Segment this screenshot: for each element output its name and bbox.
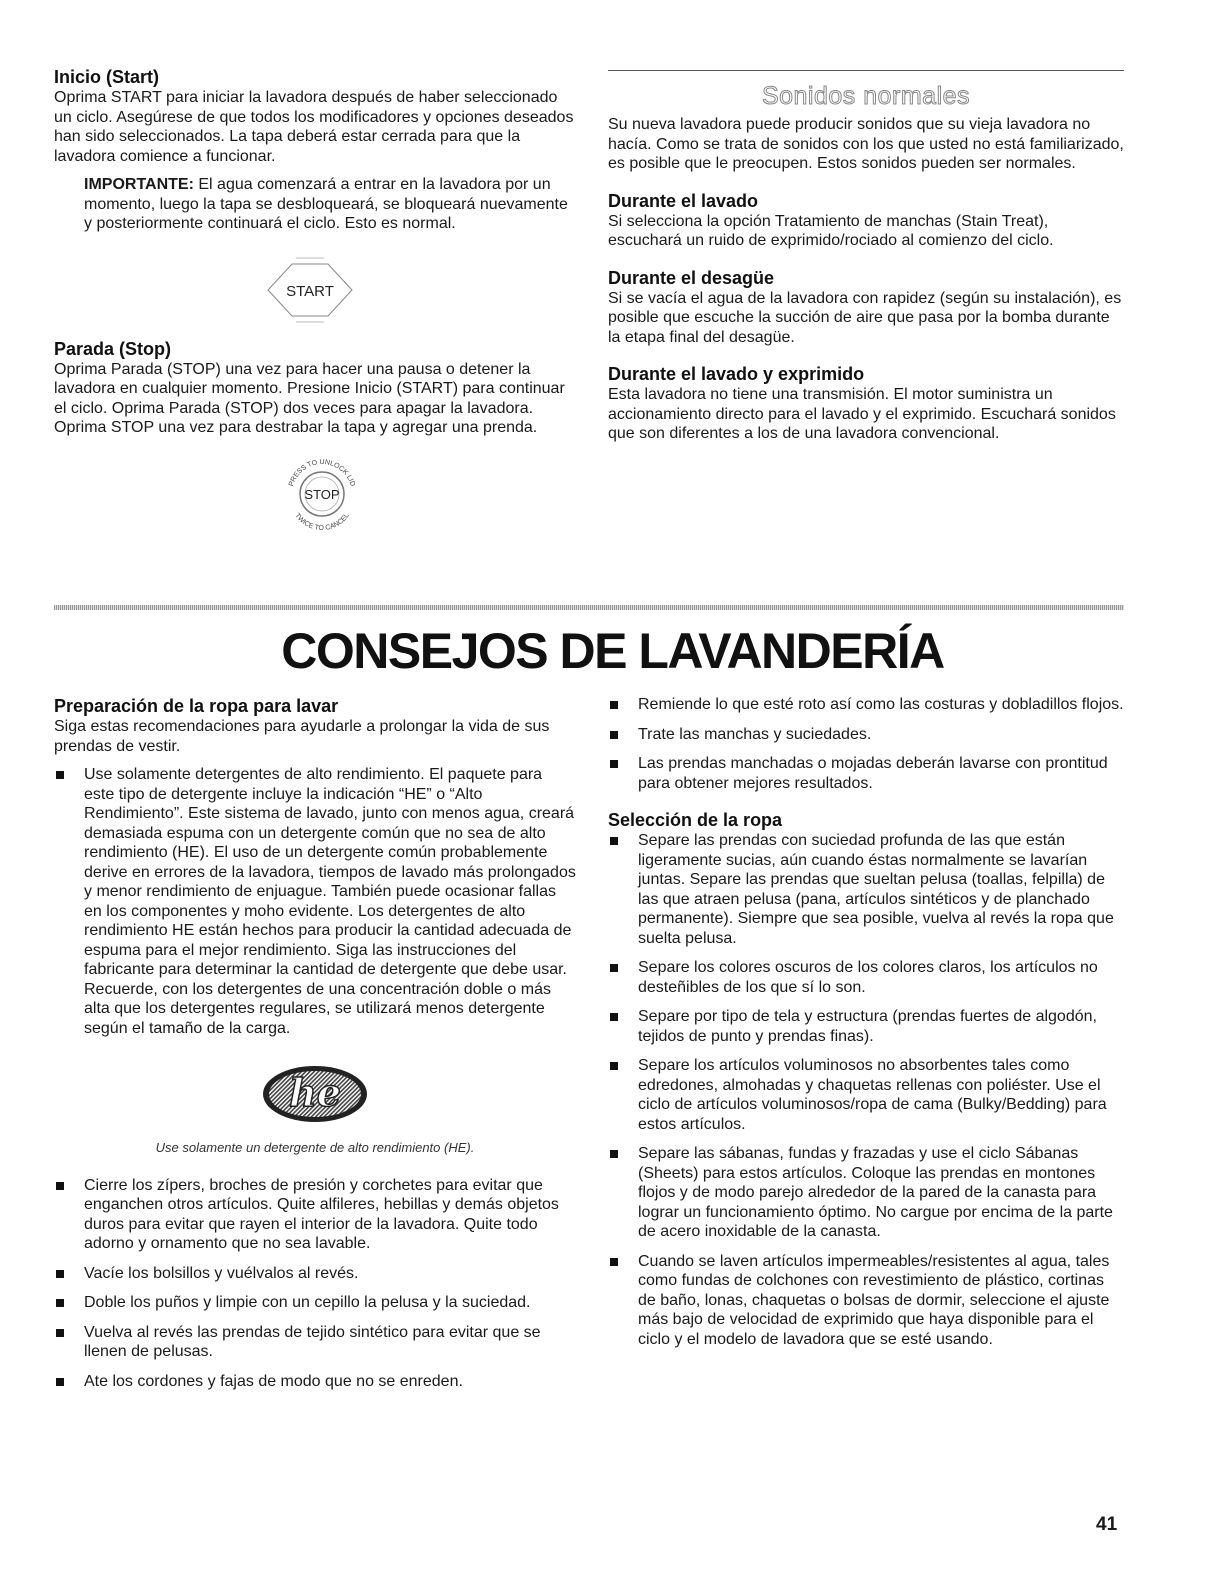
list-item: Separe las prendas con suciedad profunda de las que están ligeramente sucias, aún cuando éstas normalmente se lavarían juntas. Separe las prendas que sueltan pelusa (toallas, felpilla) de las que atraen pelusa (pana, artículos sintéticos y de planchado permanente). Siempre que sea posible, vuelva al revés la ropa que suelta pelusa. — [608, 831, 1124, 948]
list-item: Separe los colores oscuros de los colores claros, los artículos no desteñibles de los que sí lo son. — [608, 958, 1124, 997]
list-item: Remiende lo que esté roto así como las costuras y dobladillos flojos. — [608, 695, 1124, 715]
list-item: Vacíe los bolsillos y vuélvalos al revés. — [54, 1264, 576, 1284]
prep-column — [54, 695, 576, 1391]
list-item: Ate los cordones y fajas de modo que no se enreden. — [54, 1372, 576, 1392]
prep-list — [54, 765, 576, 1038]
list-item: Separe los artículos voluminosos no absorbentes tales como edredones, almohadas y chaquetas rellenas con poliéster. Use el ciclo de artículos voluminosos/ropa de cama (Bulky/Bedding) para estos artículos. — [608, 1056, 1124, 1134]
list-item: Trate las manchas y suciedades. — [608, 725, 1124, 745]
normal-sounds-column — [608, 70, 1124, 444]
sounds-title: Sonidos normales — [761, 82, 971, 110]
stop-button-label: STOP — [304, 486, 340, 502]
sounds-intro: Su nueva lavadora puede producir sonidos que su vieja lavadora no hacía. Como se trata de sonidos con los que usted no está familiarizado, es posible que le preocupen. Estos sonidos pueden ser normales. — [608, 116, 1124, 172]
he-logo — [259, 1062, 371, 1126]
sort-heading: Selección de la ropa — [608, 810, 783, 830]
bullet-icon — [610, 760, 618, 768]
list-item: Separe las sábanas, fundas y frazadas y use el ciclo Sábanas (Sheets) para estos artículos. Coloque las prendas en montones flojos y de modo parejo alrededor de la pared de la canasta para lograr un funcionamiento óptimo. No cargue por encima de la parte de acero inoxidable de la canasta. — [608, 1144, 1124, 1242]
list-item: Separe por tipo de tela y estructura (prendas fuertes de algodón, tejidos de punto y prendas finas). — [608, 1007, 1124, 1046]
main-title: CONSEJOS DE LAVANDERÍA — [281, 623, 944, 679]
stop-arc-bottom: TWICE TO CANCEL — [293, 511, 351, 532]
bullet-icon — [610, 1013, 618, 1021]
stop-button-icon — [276, 448, 368, 540]
he-caption: Use solamente un detergente de alto rendimiento (HE). — [155, 1140, 475, 1155]
list-item: Use solamente detergentes de alto rendimiento. El paquete para este tipo de detergente incluye la indicación “HE” o “Alto Rendimiento”. Este sistema de lavado, junto con menos agua, creará demasiada espuma con un detergente común que no sea de alto rendimiento (HE). El uso de un detergente común probablemente derive en errores de la lavadora, tiempos de lavado más prolongados y menor rendimiento de enjuague. También puede ocasionar fallas en los componentes y moho evidente. Los detergentes de alto rendimiento HE están hechos para producir la cantidad adecuada de espuma para el mejor rendimiento. Siga las instrucciones del fabricante para determinar la cantidad de detergente que debe usar. Recuerde, con los detergentes de una concentración doble o más alta que los detergentes regulares, se utilizará menos detergente según el tamaño de la carga. — [54, 765, 576, 1038]
list-item: Vuelva al revés las prendas de tejido sintético para evitar que se llenen de pelusas. — [54, 1323, 576, 1362]
prep-list-continued — [54, 1176, 576, 1392]
stop-arc-top: PRESS TO UNLOCK LID — [288, 458, 356, 487]
stop-body: Oprima Parada (STOP) una vez para hacer una pausa o detener la lavadora en cualquier momento. Presione Inicio (START) para continuar el ciclo. Oprima Parada (STOP) dos veces para apagar la lavadora. Oprima STOP una vez para destrabar la tapa y agregar una prenda. — [54, 360, 565, 436]
bullet-icon — [610, 1258, 618, 1266]
start-button-icon — [254, 250, 366, 330]
section-rule — [608, 70, 1124, 71]
important-label: IMPORTANTE: — [84, 176, 194, 193]
sort-list — [608, 831, 1124, 1349]
prep-list-right — [608, 695, 1124, 793]
bullet-icon — [56, 771, 64, 779]
during-wash-heading: Durante el lavado — [608, 190, 759, 211]
start-heading: Inicio (Start) — [54, 67, 160, 87]
important-text: El agua comenzará a entrar en la lavadora por un momento, luego la tapa se desbloqueará, se bloqueará nuevamente y posteriormente continuará el ciclo. Esto es normal. — [84, 176, 568, 232]
bullet-icon — [610, 1062, 618, 1070]
prep-intro: Siga estas recomendaciones para ayudarle a prolongar la vida de sus prendas de vestir. — [54, 718, 550, 755]
bullet-icon — [56, 1378, 64, 1386]
bullet-icon — [610, 964, 618, 972]
during-drain-heading: Durante el desagüe — [608, 267, 775, 288]
bullet-icon — [610, 731, 618, 739]
bullet-icon — [56, 1299, 64, 1307]
stop-heading: Parada (Stop) — [54, 338, 172, 359]
during-wash-spin-heading: Durante el lavado y exprimido — [608, 364, 865, 384]
bullet-icon — [56, 1182, 64, 1190]
list-item: Las prendas manchadas o mojadas deberán lavarse con prontitud para obtener mejores resultados. — [608, 754, 1124, 793]
bullet-icon — [610, 701, 618, 709]
during-wash-body: Si selecciona la opción Tratamiento de manchas (Stain Treat), escuchará un ruido de exprimido/rociado al comienzo del ciclo. — [608, 212, 1054, 249]
during-wash-spin-body: Esta lavadora no tiene una transmisión. El motor suministra un accionamiento directo para el lavado y el exprimido. Escuchará sonidos que son diferentes a los de una lavadora convencional. — [608, 386, 1116, 442]
section-divider — [54, 605, 1124, 610]
bullet-icon — [56, 1270, 64, 1278]
bullet-icon — [610, 837, 618, 845]
he-logo-text: he — [289, 1070, 341, 1115]
bullet-icon — [56, 1329, 64, 1337]
bullet-icon — [610, 1150, 618, 1158]
page-number: 41 — [1096, 1514, 1118, 1535]
start-important-note — [54, 175, 576, 234]
start-body: Oprima START para iniciar la lavadora después de haber seleccionado un ciclo. Asegúrese de que todos los modificadores y opciones deseados han sido seleccionados. La tapa deberá estar cerrada para que la lavadora comience a funcionar. — [54, 89, 574, 165]
start-button-label: START — [286, 282, 334, 300]
prep-heading: Preparación de la ropa para lavar — [54, 696, 339, 716]
during-drain-body: Si se vacía el agua de la lavadora con rapidez (según su instalación), es posible que escuche la succión de aire que pasa por la bomba durante la etapa final del desagüe. — [608, 289, 1122, 346]
start-stop-column — [54, 66, 576, 540]
list-item: Doble los puños y limpie con un cepillo la pelusa y la suciedad. — [54, 1293, 576, 1313]
list-item: Cuando se laven artículos impermeables/resistentes al agua, tales como fundas de colchones con revestimiento de plástico, cortinas de baño, lonas, chaquetas o bolsas de dormir, seleccione el ajuste más bajo de velocidad de exprimido que haya disponible para el ciclo y el modelo de lavadora que se esté usando. — [608, 1252, 1124, 1350]
list-item: Cierre los zípers, broches de presión y corchetes para evitar que enganchen otros artículos. Quite alfileres, hebillas y demás objetos duros para evitar que rayen el interior de la lavadora. Quite todo adorno y ornamento que no sea lavable. — [54, 1176, 576, 1254]
sorting-column — [608, 695, 1124, 1349]
